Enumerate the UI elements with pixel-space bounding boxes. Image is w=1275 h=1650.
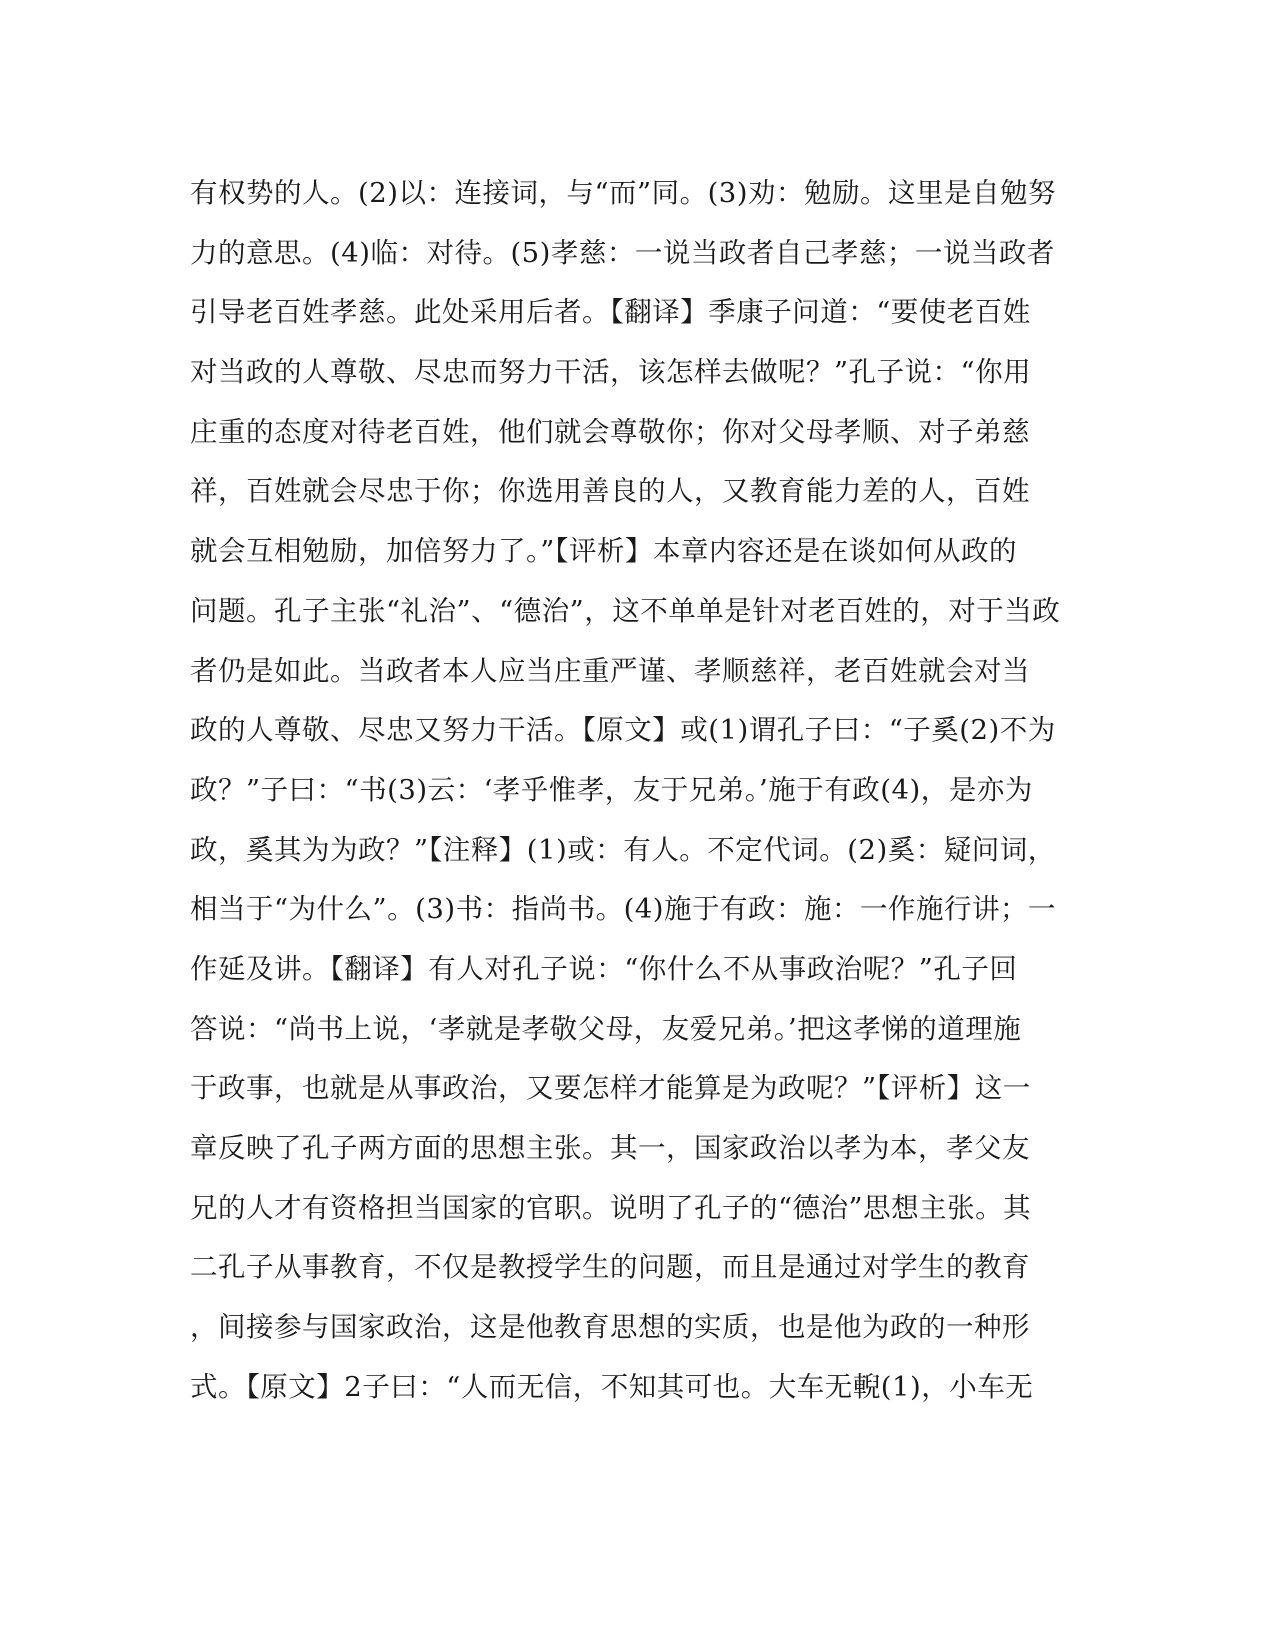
text-line: 答说：“尚书上说，‘孝就是孝敬父母，友爱兄弟。’把这孝悌的道理施 <box>190 1012 1022 1045</box>
text-line: ，间接参与国家政治，这是他教育思想的实质，也是他为政的一种形 <box>190 1311 1030 1344</box>
text-line: 于政事，也就是从事政治，又要怎样才能算是为政呢？”【评析】这一 <box>190 1072 1031 1105</box>
text-line: 作延及讲。【翻译】有人对孔子说：“你什么不从事政治呢？”孔子回 <box>190 952 1018 985</box>
text-line: 政？”子曰：“书(3)云：‘孝乎惟孝，友于兄弟。’施于有政(4)，是亦为 <box>190 773 1033 806</box>
text-line: 相当于“为什么”。(3)书：指尚书。(4)施于有政：施：一作施行讲；一 <box>190 893 1057 926</box>
text-line: 政的人尊敬、尽忠又努力干活。【原文】或(1)谓孔子曰：“子奚(2)不为 <box>190 714 1056 747</box>
text-line: 问题。孔子主张“礼治”、“德治”，这不单单是针对老百姓的，对于当政 <box>190 594 1061 627</box>
text-line: 祥，百姓就会尽忠于你；你选用善良的人，又教育能力差的人，百姓 <box>190 475 1030 508</box>
text-line: 政，奚其为为政？”【注释】(1)或：有人。不定代词。(2)奚：疑问词， <box>190 833 1056 866</box>
text-line: 力的意思。(4)临：对待。(5)孝慈：一说当政者自己孝慈；一说当政者 <box>190 236 1055 269</box>
text-line: 庄重的态度对待老百姓，他们就会尊敬你；你对父母孝顺、对子弟慈 <box>190 415 1030 448</box>
text-line: 章反映了孔子两方面的思想主张。其一，国家政治以孝为本，孝父友 <box>190 1132 1030 1164</box>
text-line: 有权势的人。(2)以：连接词，与“而”同。(3)劝：勉励。这里是自勉努 <box>190 177 1057 209</box>
text-line: 对当政的人尊敬、尽忠而努力干活，该怎样去做呢？”孔子说：“你用 <box>190 356 1032 389</box>
text-line: 者仍是如此。当政者本人应当庄重严谨、孝顺慈祥，老百姓就会对当 <box>190 654 1030 687</box>
text-line: 引导老百姓孝慈。此处采用后者。【翻译】季康子问道：“要使老百姓 <box>190 296 1031 329</box>
text-line: 兄的人才有资格担当国家的官职。说明了孔子的“德治”思想主张。其 <box>190 1191 1032 1224</box>
text-line: 式。【原文】2子曰：“人而无信，不知其可也。大车无輗(1)，小车无 <box>190 1370 1034 1403</box>
body-text <box>190 164 1090 1417</box>
text-line: 二孔子从事教育，不仅是教授学生的问题，而且是通过对学生的教育 <box>190 1251 1030 1284</box>
text-line: 就会互相勉励，加倍努力了。”【评析】本章内容还是在谈如何从政的 <box>190 535 1018 568</box>
